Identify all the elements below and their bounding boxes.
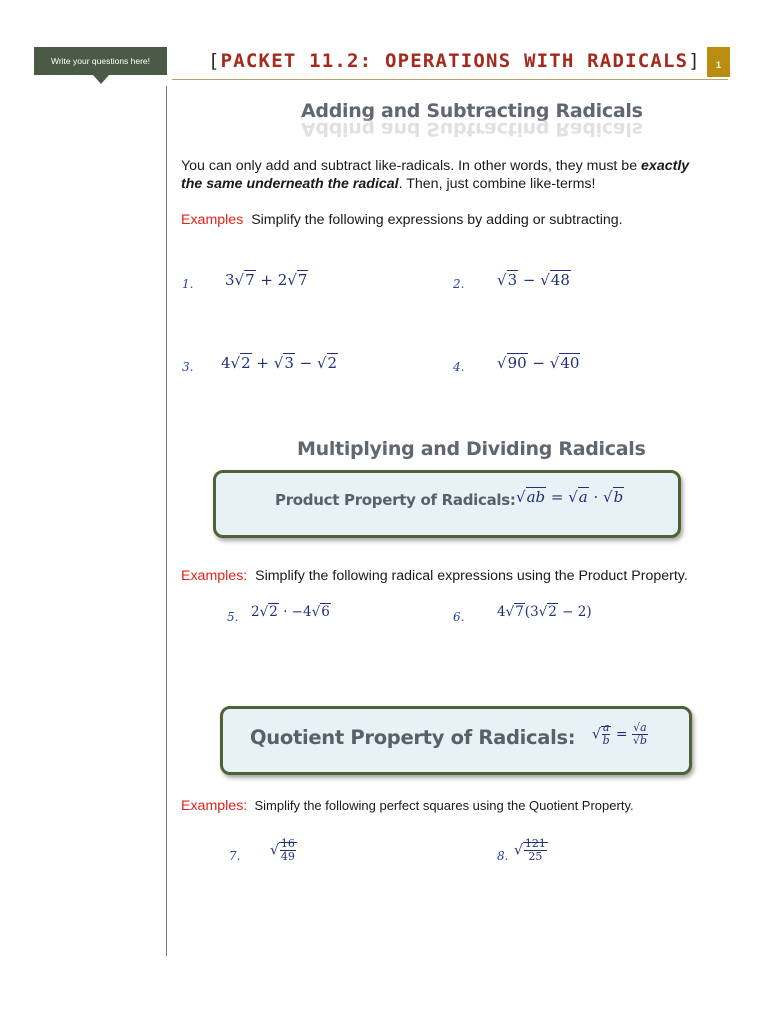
problem-3-number: 3. — [182, 360, 194, 374]
problem-6-expression: 4√7(3√2 − 2) — [497, 604, 592, 620]
problem-8-expression: √ $\frac{121}{25}$ — [514, 837, 546, 863]
examples-label: Examples — [181, 212, 244, 228]
section-title-reflection: Adding and Subtracting Radicals — [301, 118, 643, 140]
product-property-formula: √ab = √a · √b — [516, 488, 624, 506]
examples-label: Examples: — [181, 798, 248, 814]
header-rule — [172, 79, 728, 80]
problem-4-expression: √90 − √40 — [497, 354, 580, 372]
packet-title: [PACKET 11.2: OPERATIONS WITH RADICALS] — [208, 50, 701, 72]
section-title-multiplying: Multiplying and Dividing Radicals — [297, 438, 646, 460]
quotient-property-label: Quotient Property of Radicals: — [250, 726, 576, 749]
page-number: 1 — [707, 47, 730, 77]
problem-8-number: 8. — [497, 849, 509, 863]
adding-intro: You can only add and subtract like-radicals. In other words, they must be exactly the same underneath the radical. Then, just combine like-terms! — [181, 158, 690, 192]
problem-7-expression: √ $\frac{16}{49}$ — [270, 837, 295, 863]
problem-3-expression: 4√2 + √3 − √2 — [221, 354, 338, 372]
section-title-adding: Adding and Subtracting Radicals — [301, 100, 643, 122]
questions-margin-tab: Write your questions here! — [34, 47, 167, 75]
margin-divider — [166, 86, 167, 956]
adding-examples-line: Examples Simplify the following expressions by adding or subtracting. — [181, 212, 623, 228]
problem-6-number: 6. — [453, 610, 465, 624]
product-property-label: Product Property of Radicals: — [275, 491, 516, 509]
problem-1-number: 1. — [182, 277, 194, 291]
problem-2-expression: √3 − √48 — [497, 271, 570, 289]
quotient-property-formula: √ $\frac{a}{b}$ = $\frac{√a}{√b}$ — [592, 721, 647, 747]
problem-1-expression: 3√7 + 2√7 — [225, 271, 308, 289]
problem-4-number: 4. — [453, 360, 465, 374]
quotient-examples-line: Examples: Simplify the following perfect squares using the Quotient Property. — [181, 798, 634, 814]
examples-label: Examples: — [181, 568, 248, 584]
packet-title-text: PACKET 11.2: OPERATIONS WITH RADICALS — [220, 50, 689, 72]
down-arrow-icon — [93, 75, 109, 84]
problem-2-number: 2. — [453, 277, 465, 291]
problem-7-number: 7. — [229, 849, 241, 863]
product-examples-line: Examples: Simplify the following radical expressions using the Product Property. — [181, 568, 688, 584]
problem-5-expression: 2√2 · −4√6 — [251, 604, 330, 620]
problem-5-number: 5. — [227, 610, 239, 624]
